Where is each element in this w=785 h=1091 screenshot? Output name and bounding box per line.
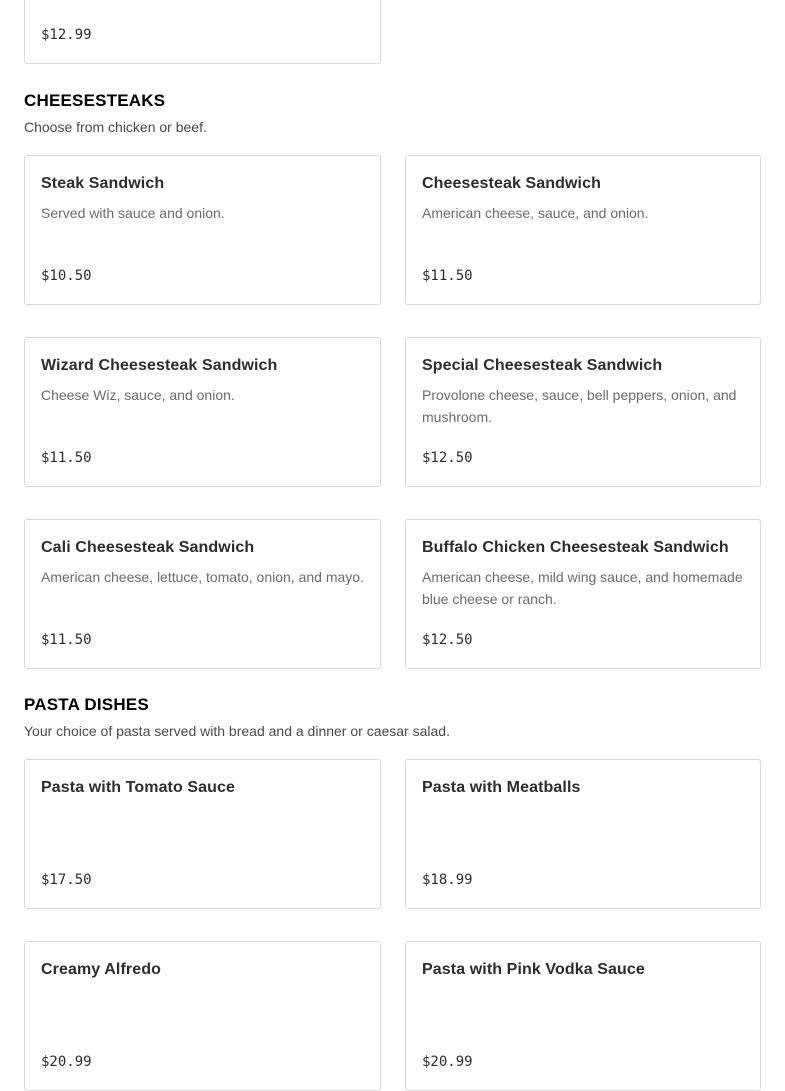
menu-item-card[interactable] xyxy=(405,155,761,305)
menu-item-description: American cheese, sauce, and onion. xyxy=(422,205,649,221)
menu-item-card[interactable] xyxy=(405,759,761,909)
menu-item-price: $18.99 xyxy=(422,872,473,888)
menu-item-name: Pasta with Meatballs xyxy=(422,779,581,796)
section-subtitle-cheesesteaks: Choose from chicken or beef. xyxy=(24,119,207,135)
menu-item-card[interactable] xyxy=(405,519,761,669)
menu-item-name: Special Cheesesteak Sandwich xyxy=(422,357,663,374)
menu-item-price: $12.50 xyxy=(422,632,473,648)
menu-item-name: Steak Sandwich xyxy=(41,175,165,192)
menu-item-price: $12.50 xyxy=(422,450,473,466)
menu-item-price: $17.50 xyxy=(41,872,92,888)
menu-item-name: Creamy Alfredo xyxy=(41,961,161,978)
menu-item-description: American cheese, mild wing sauce, and homemade blue cheese or ranch. xyxy=(422,569,743,607)
section-title-cheesesteaks: CHEESESTEAKS xyxy=(24,91,166,110)
section-subtitle-pasta-dishes: Your choice of pasta served with bread and a dinner or caesar salad. xyxy=(24,723,450,739)
menu-item-name: Cali Cheesesteak Sandwich xyxy=(41,539,255,556)
menu-item-name: Wizard Cheesesteak Sandwich xyxy=(41,357,278,374)
menu-item-card[interactable] xyxy=(405,337,761,487)
menu-item-card[interactable] xyxy=(24,519,381,669)
menu-item-description: American cheese, lettuce, tomato, onion, and mayo. xyxy=(41,569,364,585)
menu-item-card[interactable] xyxy=(24,337,381,487)
menu-item-card[interactable] xyxy=(24,941,381,1091)
section-title-pasta-dishes: PASTA DISHES xyxy=(24,695,149,714)
menu-item-price: $11.50 xyxy=(422,268,473,284)
menu-item-price: $11.50 xyxy=(41,632,92,648)
menu-item-name: Pasta with Tomato Sauce xyxy=(41,779,236,796)
menu-item-card[interactable] xyxy=(405,941,761,1091)
menu-item-card[interactable] xyxy=(24,155,381,305)
menu-item-card[interactable] xyxy=(24,0,381,64)
menu-item-name: Pasta with Pink Vodka Sauce xyxy=(422,961,645,978)
menu-item-card[interactable] xyxy=(24,759,381,909)
menu-item-price: $12.99 xyxy=(41,27,92,43)
menu-item-description: Cheese Wiz, sauce, and onion. xyxy=(41,387,235,403)
menu-item-description: Provolone cheese, sauce, bell peppers, onion, and mushroom. xyxy=(422,387,737,425)
menu-item-description: Served with sauce and onion. xyxy=(41,205,225,221)
menu-item-price: $10.50 xyxy=(41,268,92,284)
menu-item-price: $20.99 xyxy=(422,1054,473,1070)
menu-item-price: $11.50 xyxy=(41,450,92,466)
menu-item-name: Cheesesteak Sandwich xyxy=(422,175,601,192)
menu-item-name: Buffalo Chicken Cheesesteak Sandwich xyxy=(422,539,729,556)
menu-item-price: $20.99 xyxy=(41,1054,92,1070)
